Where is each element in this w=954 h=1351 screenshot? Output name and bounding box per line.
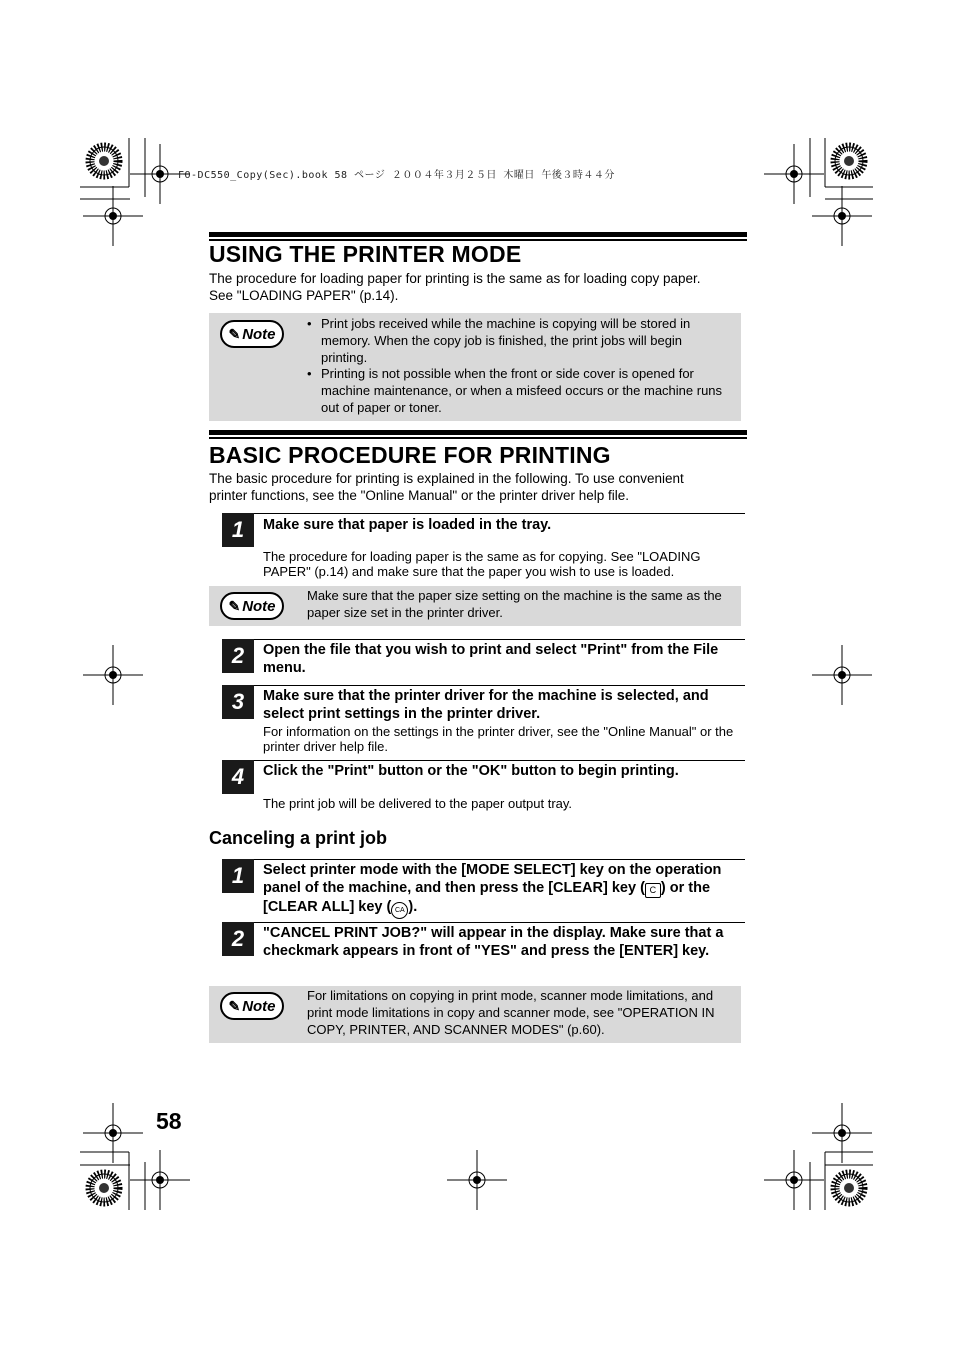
printer-mode-intro: The procedure for loading paper for printing is the same as for loading copy paper. See "LOADING PAPER" (p.14). xyxy=(209,271,701,303)
step-3 xyxy=(222,685,745,721)
cancel-step-1 xyxy=(222,859,745,913)
clear-key-icon: C xyxy=(645,883,661,898)
print-header-line: FO-DC550_Copy(Sec).book 58 ページ ２００４年３月２５日 木曜日 午後３時４４分 xyxy=(178,170,615,181)
note-bullets xyxy=(307,316,727,417)
note-text: Make sure that the paper size setting on the machine is the same as the paper size set in the printer driver. xyxy=(307,588,722,620)
note-box-printer-mode xyxy=(209,313,741,421)
step-number: 2 xyxy=(222,639,254,673)
step-title: "CANCEL PRINT JOB?" will appear in the display. Make sure that a checkmark appears in front of "YES" and press the [ENTER] key. xyxy=(263,925,724,959)
step-title: Select printer mode with the [MODE SELECT] key on the operation panel of the machine, and then press the [CLEAR] key ( C ) or the [CLEAR ALL] key ( CA ). xyxy=(263,861,745,919)
pencil-icon: ✎ xyxy=(228,997,241,1014)
note-box-paper-size xyxy=(209,586,741,626)
starburst-mark-top-left xyxy=(90,147,118,175)
step-title: Make sure that paper is loaded in the tray. xyxy=(263,517,552,533)
step-title: Click the "Print" button or the "OK" button to begin printing. xyxy=(263,763,679,779)
note-badge: ✎ Note xyxy=(220,992,284,1020)
section-title-printer-mode: USING THE PRINTER MODE xyxy=(209,241,522,267)
step-1 xyxy=(222,513,745,547)
clear-all-key-icon: CA xyxy=(391,902,408,919)
page-number: 58 xyxy=(156,1108,182,1134)
subsection-title-canceling: Canceling a print job xyxy=(209,828,388,848)
section-title-basic-procedure: BASIC PROCEDURE FOR PRINTING xyxy=(209,442,611,468)
note-badge: ✎ Note xyxy=(220,320,284,348)
list-item: • Printing is not possible when the front or side cover is opened for machine maintenance, or when a misfeed occurs or the machine runs out of paper or toner. xyxy=(307,366,727,416)
step-number: 1 xyxy=(222,513,254,547)
section-rule xyxy=(209,430,747,439)
step-number: 2 xyxy=(222,922,254,956)
step-description: For information on the settings in the printer driver, see the "Online Manual" or the printer driver help file. xyxy=(263,724,734,754)
pencil-icon: ✎ xyxy=(228,597,241,614)
note-box-limitations xyxy=(209,986,741,1043)
section-rule xyxy=(209,232,747,241)
list-item: • Print jobs received while the machine is copying will be stored in memory. When the copy job is finished, the print jobs will begin printing. xyxy=(307,316,727,366)
step-description: The print job will be delivered to the paper output tray. xyxy=(263,796,573,811)
step-title: Make sure that the printer driver for the machine is selected, and select print settings in the printer driver. xyxy=(263,688,709,722)
cancel-step-2 xyxy=(222,922,745,976)
step-4 xyxy=(222,760,745,794)
pencil-icon: ✎ xyxy=(228,325,241,342)
step-2 xyxy=(222,639,745,675)
step-number: 3 xyxy=(222,685,254,719)
step-title: Open the file that you wish to print and select "Print" from the File menu. xyxy=(263,642,719,676)
step-number: 4 xyxy=(222,760,254,794)
basic-procedure-intro: The basic procedure for printing is explained in the following. To use convenient printer functions, see the "Online Manual" or the printer driver help file. xyxy=(209,471,684,503)
note-text: For limitations on copying in print mode, scanner mode limitations, and print mode limitations in copy and scanner mode, see "OPERATION IN COPY, PRINTER, AND SCANNER MODES" (p.60). xyxy=(307,988,715,1037)
note-badge: ✎ Note xyxy=(220,592,284,620)
step-number: 1 xyxy=(222,859,254,893)
step-description: The procedure for loading paper is the same as for copying. See "LOADING PAPER" (p.14) and make sure that the paper you wish to use is loaded. xyxy=(263,549,701,579)
